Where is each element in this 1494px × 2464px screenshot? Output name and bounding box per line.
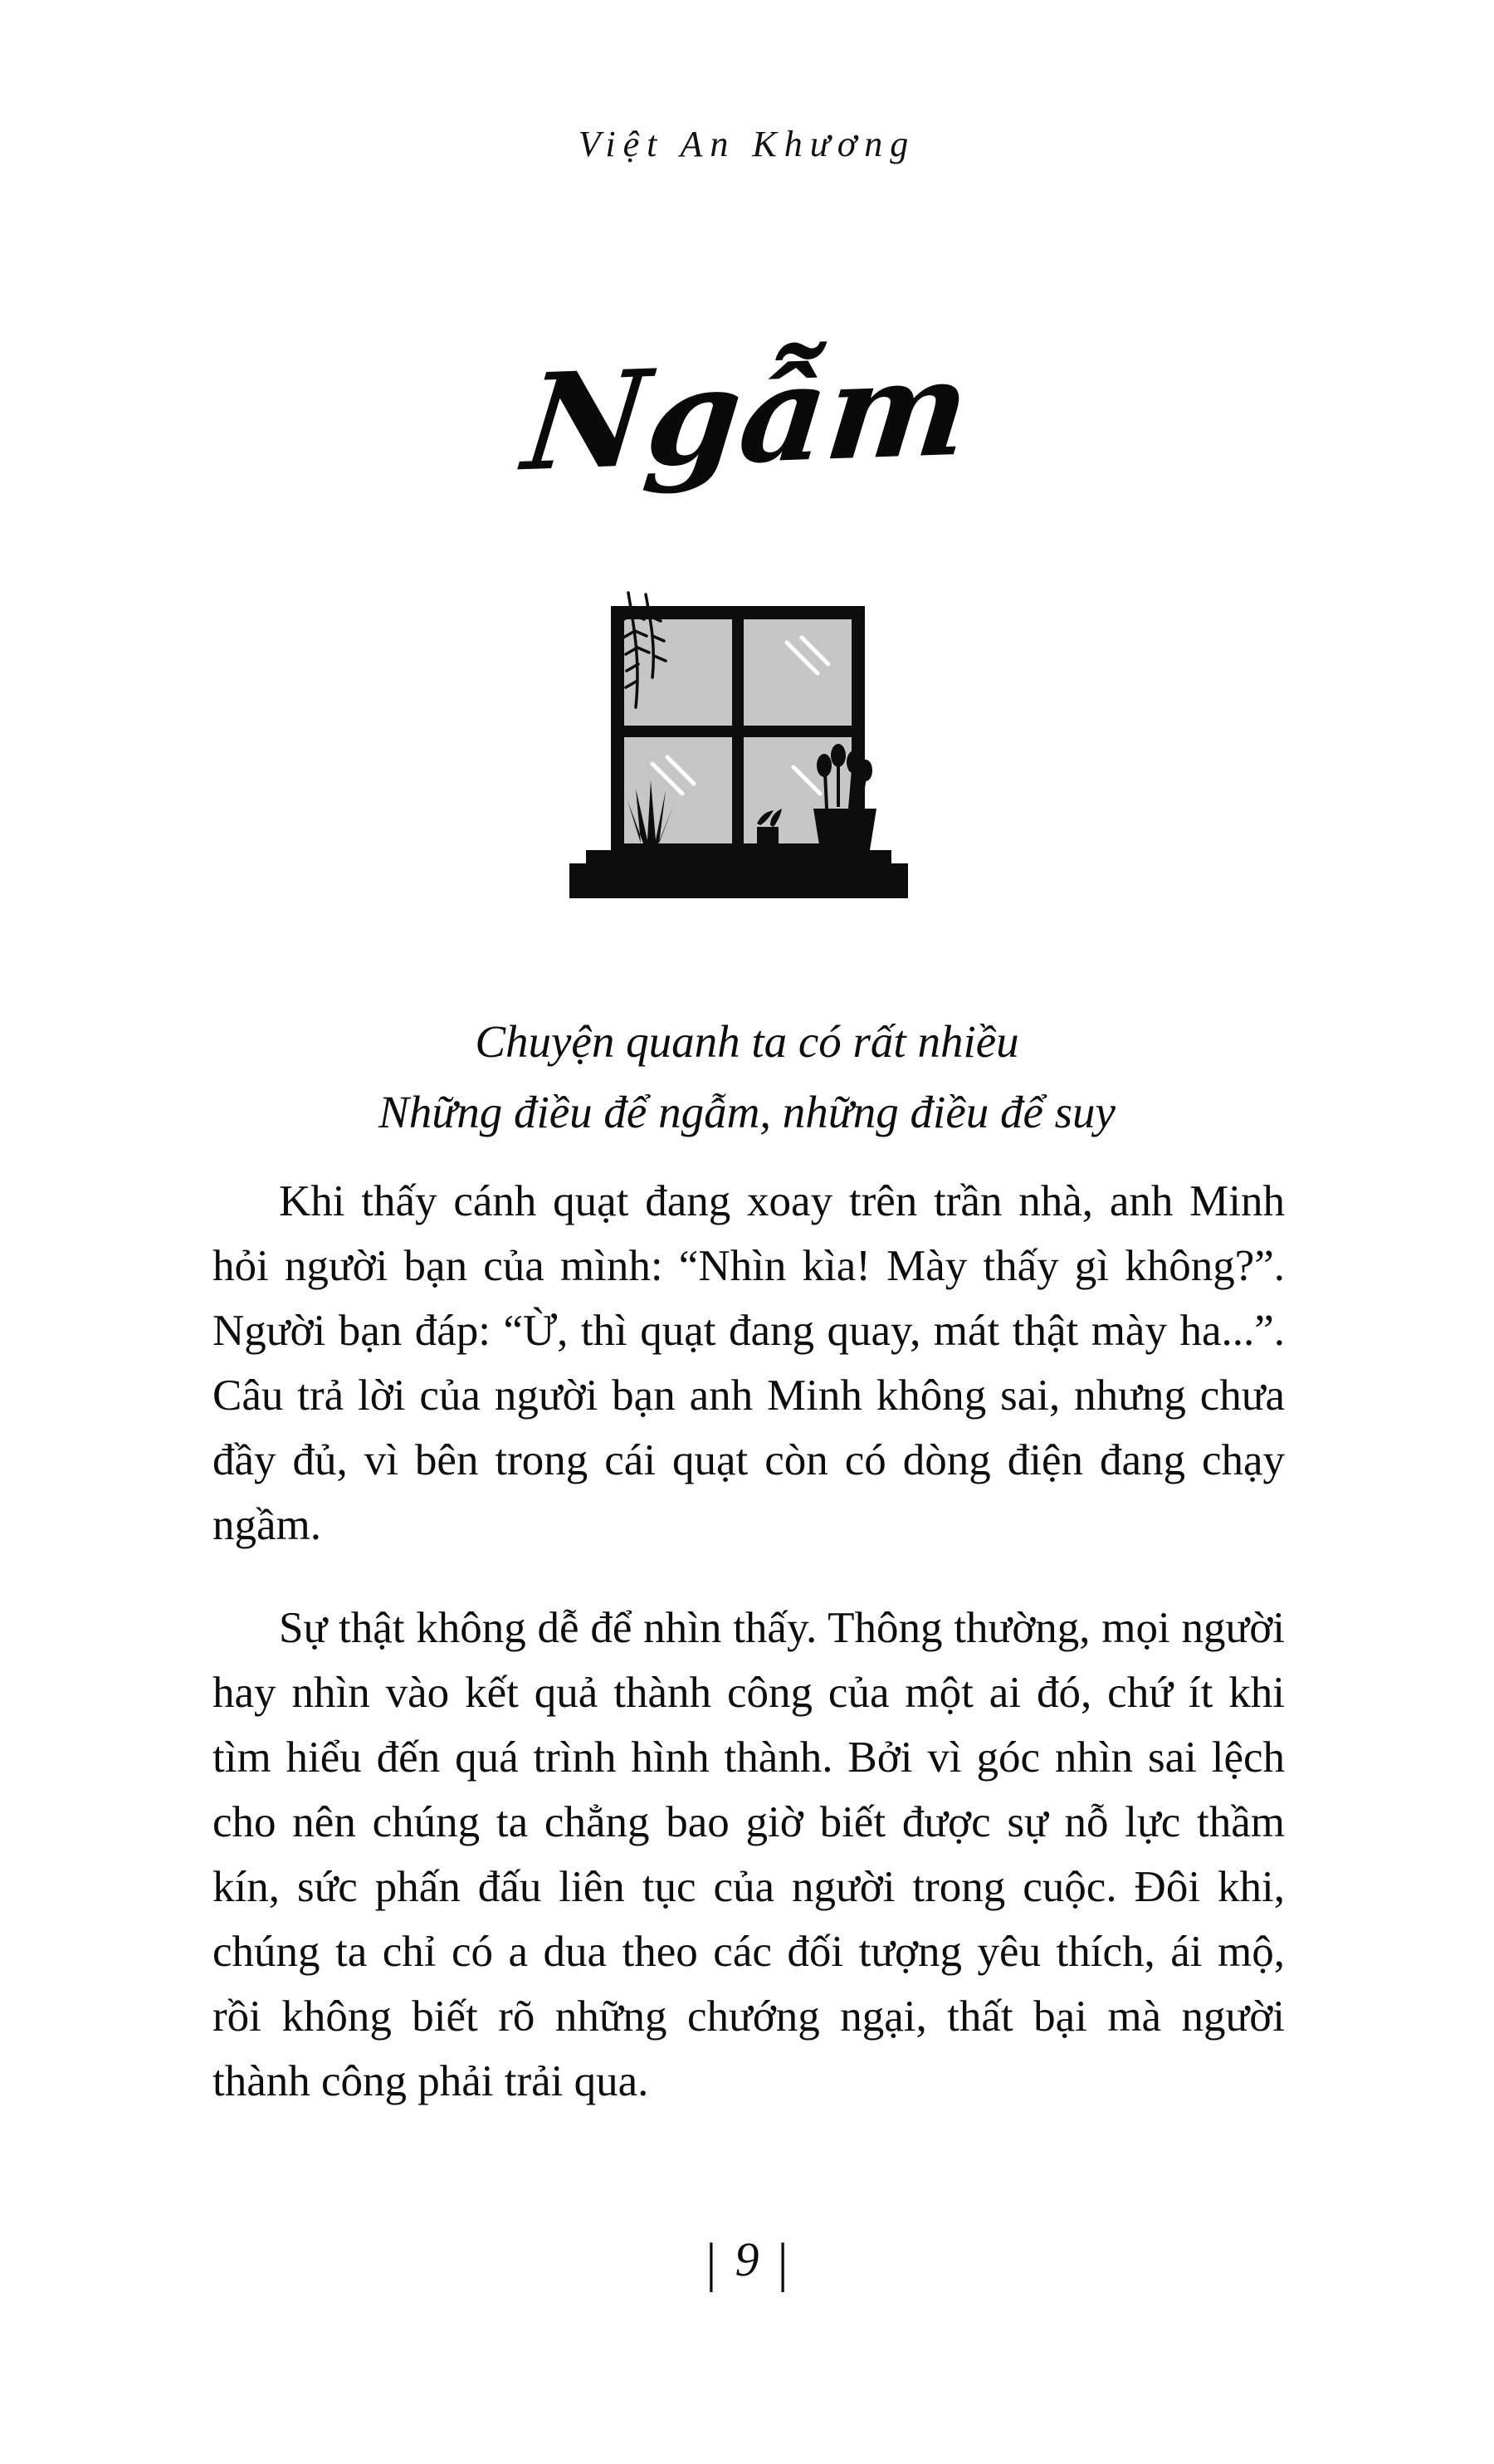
page-number: 9 <box>735 2232 759 2286</box>
page-number-footer <box>0 2232 1494 2295</box>
paragraph-1: Khi thấy cánh quạt đang xoay trên trần nhà, anh Minh hỏi người bạn của mình: “Nhìn kìa! Mày thấy gì không?”. Người bạn đáp: “Ừ, thì quạt đang quay, mát thật mày ha...”. Câu trả lời của người bạn anh Minh không sai, nhưng chưa đầy đủ, vì bên trong cái quạt còn có dòng điện đang chạy ngầm. <box>212 1177 1285 1549</box>
epigraph-line-1: Chuyện quanh ta có rất nhiều <box>475 1016 1019 1067</box>
window-illustration-icon <box>548 591 946 923</box>
paragraph-2: Sự thật không dễ để nhìn thấy. Thông thường, mọi người hay nhìn vào kết quả thành công của một ai đó, chứ ít khi tìm hiểu đến quá trình hình thành. Bởi vì góc nhìn sai lệch cho nên chúng ta chẳng bao giờ biết được sự nỗ lực thầm kín, sức phấn đấu liên tục của người trong cuộc. Đôi khi, chúng ta chỉ có a dua theo các đối tượng yêu thích, ái mộ, rồi không biết rõ những chướng ngại, thất bại mà người thành công phải trải qua. <box>212 1604 1285 2105</box>
epigraph <box>0 1006 1494 1148</box>
page-number-right-bar: | <box>777 2232 788 2293</box>
chapter-title: Ngẫm <box>517 329 977 501</box>
window-plants-illustration <box>548 591 946 923</box>
epigraph-line-2: Những điều để ngẫm, những điều để suy <box>378 1087 1116 1138</box>
running-header-author: Việt An Khương <box>578 124 916 164</box>
body-text <box>212 1169 1285 2114</box>
page-number-left-bar: | <box>706 2232 717 2293</box>
